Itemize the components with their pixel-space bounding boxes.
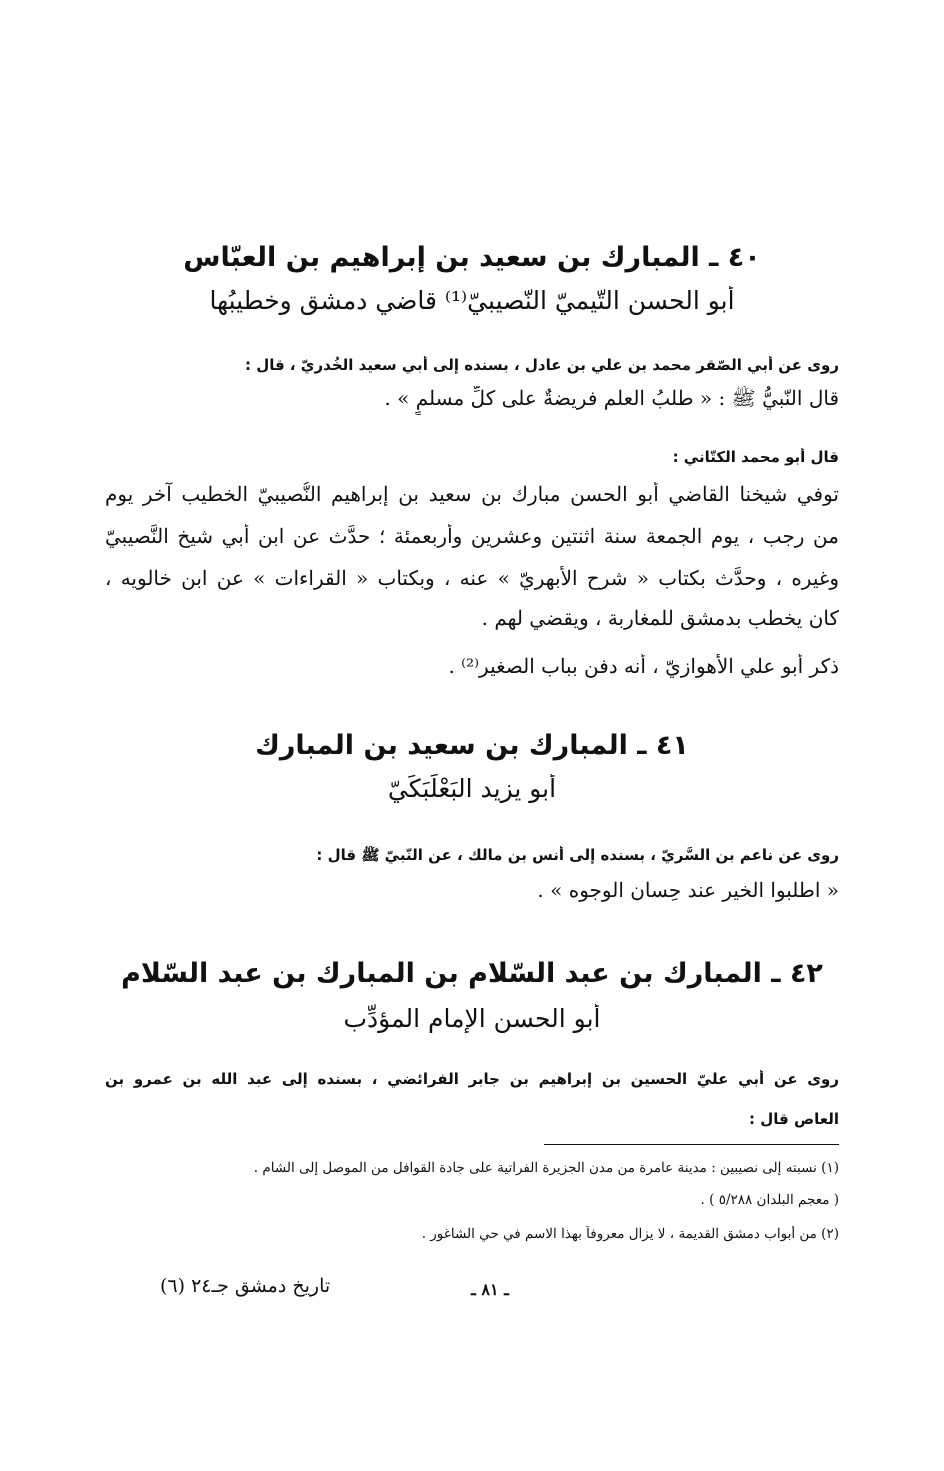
entry-40-body-line-2: من رجب ، يوم الجمعة سنة اثنتين وعشرين وأربعمئة ؛ حدَّث عن ابن أبي شيخ النَّصيبيّ bbox=[105, 524, 839, 548]
entry-40-body-line-3: وغيره ، وحدَّث بكتاب « شرح الأبهريّ » عنه ، وبكتاب « القراءات » عن ابن خالويه ، bbox=[105, 566, 839, 590]
entry-40-isnad: روى عن أبي الصّقر محمد بن علي بن عادل ، بسنده إلى أبي سعيد الخُدريّ ، قال : bbox=[244, 356, 839, 374]
entry-42-isnad-line-1: روى عن أبي عليّ الحسين بن إبراهيم بن جابر الفرائضي ، بسنده إلى عبد الله بن عمرو بن bbox=[105, 1070, 839, 1088]
footnote-1-line-1: (١) نسبته إلى نصيبين : مدينة عامرة من مدن الجزيرة الفراتية على جادة القوافل من الموصل إلى الشام . bbox=[253, 1160, 839, 1176]
footnote-separator bbox=[544, 1144, 839, 1145]
entry-40-hadith: قال النّبيُّ ﷺ : « طلبُ العلم فريضةٌ على كلِّ مسلمٍ » . bbox=[384, 386, 839, 410]
page-number: ـ ٨١ ـ bbox=[471, 1280, 509, 1299]
entry-42-subtitle: أبو الحسن الإمام المؤدِّب bbox=[343, 1004, 601, 1033]
footnote-2: (٢) من أبواب دمشق القديمة ، لا يزال معروفاً بهذا الاسم في حي الشاغور . bbox=[421, 1226, 839, 1242]
entry-40-subtitle: أبو الحسن التّيميّ النّصيبيّ⁽¹⁾ قاضي دمشق وخطيبُها bbox=[209, 286, 735, 315]
entry-40-kattani-intro: قال أبو محمد الكتّاني : bbox=[672, 448, 839, 466]
entry-42-title: ٤٢ ـ المبارك بن عبد السّلام بن المبارك بن عبد السّلام bbox=[121, 958, 823, 989]
entry-40-title: ٤٠ ـ المبارك بن سعيد بن إبراهيم بن العبّاس bbox=[183, 242, 761, 273]
running-footer-book-title: تاريخ دمشق جـ٢٤ (٦) bbox=[160, 1275, 331, 1297]
footnote-1-line-2: ( معجم البلدان ٥/٢٨٨ ) . bbox=[700, 1192, 839, 1208]
entry-42-isnad-line-2: العاص قال : bbox=[749, 1110, 839, 1128]
entry-41-hadith: « اطلبوا الخير عند حِسان الوجوه » . bbox=[537, 878, 839, 902]
entry-40-body-line-1: توفي شيخنا القاضي أبو الحسن مبارك بن سعيد بن إبراهيم النُّصيبيّ الخطيب آخر يومٍ bbox=[105, 482, 839, 506]
entry-41-subtitle: أبو يزيد البَعْلَبَكِّيّ bbox=[387, 774, 557, 803]
entry-41-title: ٤١ ـ المبارك بن سعيد بن المبارك bbox=[255, 730, 689, 761]
entry-41-isnad: روى عن ناعم بن السَّريّ ، بسنده إلى أنس بن مالك ، عن النّبيّ ﷺ قال : bbox=[316, 846, 839, 864]
entry-40-ahwazi: ذكر أبو علي الأهوازيّ ، أنه دفن بباب الصغير⁽²⁾ . bbox=[448, 654, 839, 678]
entry-40-body-line-4: كان يخطب بدمشق للمغاربة ، ويقضي لهم . bbox=[481, 606, 839, 630]
